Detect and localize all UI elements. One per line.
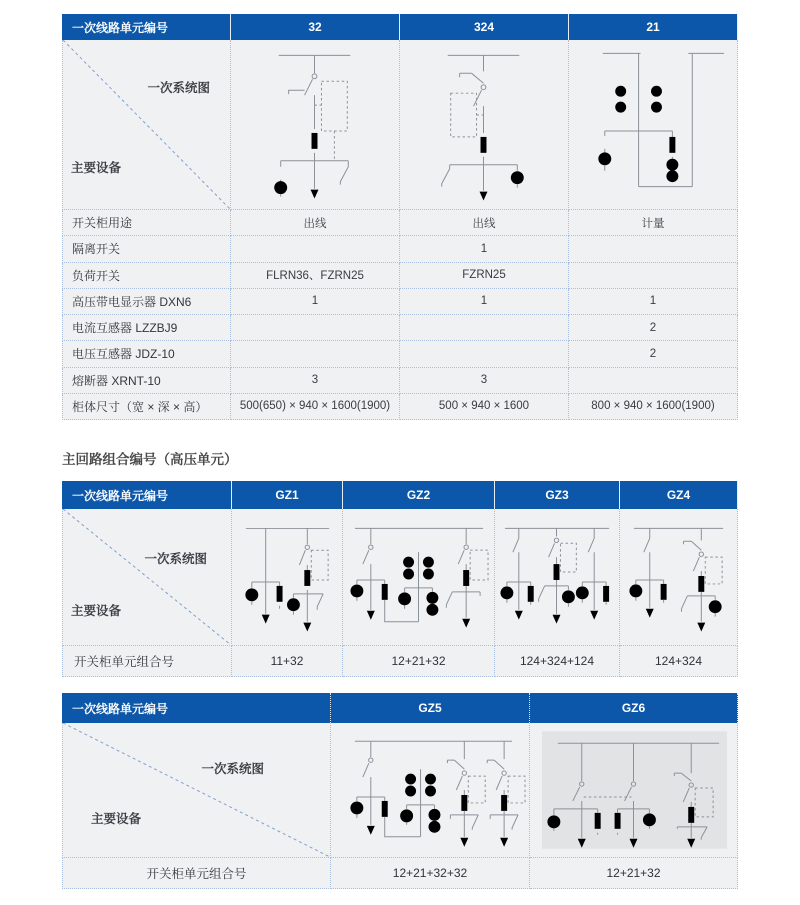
- value-cell: 800 × 940 × 1600(1900): [569, 394, 738, 420]
- combo-value: 124+324+124: [495, 646, 620, 677]
- row-label: 电流互感器 LZZBJ9: [62, 315, 231, 341]
- table2-diagram-cell-gz2: [343, 509, 495, 646]
- table2-header-col-gz3: GZ3: [495, 481, 620, 509]
- value-cell: 2: [569, 315, 738, 341]
- table3-header-label: 一次线路单元编号: [62, 693, 331, 723]
- value-cell: [569, 368, 738, 394]
- system-diagram-label: 一次系统图: [201, 762, 264, 776]
- value-cell: 出线: [400, 210, 569, 236]
- value-cell: [569, 263, 738, 289]
- table1-header-col-21: 21: [569, 14, 738, 40]
- table1-header-col-324: 324: [400, 14, 569, 40]
- circuit-diagram-32: [231, 41, 399, 209]
- value-cell: 500 × 940 × 1600: [400, 394, 569, 420]
- combo-row-label: 开关柜单元组合号: [62, 646, 232, 677]
- table2-diagram-label-cell: [62, 509, 232, 646]
- value-cell: 2: [569, 341, 738, 367]
- value-cell: FZRN25: [400, 263, 569, 289]
- value-cell: [231, 236, 400, 262]
- diagonal-divider: [63, 40, 230, 209]
- main-equipment-label: 主要设备: [71, 161, 122, 175]
- system-diagram-label: 一次系统图: [147, 81, 210, 95]
- row-label: 开关柜用途: [62, 210, 231, 236]
- unit-spec-table: [62, 14, 738, 420]
- gz-combo-table-2: [62, 693, 738, 889]
- gz-combo-table-1: [62, 481, 738, 677]
- circuit-diagram-gz3: [495, 510, 619, 644]
- value-cell: 1: [400, 289, 569, 315]
- combo-value: 11+32: [232, 646, 343, 677]
- table1-diagram-cell-32: [231, 40, 400, 210]
- row-label: 隔离开关: [62, 236, 231, 262]
- table2-diagram-cell-gz1: [232, 509, 343, 646]
- value-cell: [231, 341, 400, 367]
- combo-value: 12+21+32+32: [331, 858, 530, 889]
- row-label: 柜体尺寸（宽 × 深 × 高）: [62, 394, 231, 420]
- value-cell: 1: [569, 289, 738, 315]
- combo-value: 124+324: [620, 646, 738, 677]
- circuit-diagram-gz4: [620, 510, 737, 644]
- table1-diagram-cell-21: [569, 40, 738, 210]
- circuit-diagram-gz1: [232, 510, 342, 644]
- value-cell: 1: [400, 236, 569, 262]
- value-cell: [400, 315, 569, 341]
- value-cell: 计量: [569, 210, 738, 236]
- row-label: 电压互感器 JDZ-10: [62, 341, 231, 367]
- circuit-diagram-gz5: [331, 725, 529, 856]
- value-cell: 1: [231, 289, 400, 315]
- table2-header-col-gz4: GZ4: [620, 481, 738, 509]
- value-cell: 500(650) × 940 × 1600(1900): [231, 394, 400, 420]
- value-cell: [400, 341, 569, 367]
- main-equipment-label: 主要设备: [71, 604, 122, 618]
- value-cell: [569, 236, 738, 262]
- value-cell: 出线: [231, 210, 400, 236]
- combo-value: 12+21+32: [530, 858, 738, 889]
- value-cell: 3: [231, 368, 400, 394]
- table2-diagram-cell-gz3: [495, 509, 620, 646]
- row-label: 负荷开关: [62, 263, 231, 289]
- circuit-diagram-gz2: [343, 510, 494, 644]
- table1-diagram-cell-324: [400, 40, 569, 210]
- circuit-diagram-324: [400, 41, 568, 209]
- table2-header-col-gz1: GZ1: [232, 481, 343, 509]
- table3-diagram-cell-gz6: [530, 723, 738, 858]
- table1-header-col-32: 32: [231, 14, 400, 40]
- combo-row-label: 开关柜单元组合号: [62, 858, 331, 889]
- main-equipment-label: 主要设备: [91, 812, 142, 826]
- table3-header-col-gz6: GZ6: [530, 693, 738, 723]
- value-cell: [231, 315, 400, 341]
- table2-diagram-cell-gz4: [620, 509, 738, 646]
- diagonal-divider: [63, 723, 330, 857]
- row-label: 熔断器 XRNT-10: [62, 368, 231, 394]
- table3-diagram-cell-gz5: [331, 723, 530, 858]
- table2-header-col-gz2: GZ2: [343, 481, 495, 509]
- circuit-diagram-21: [569, 41, 737, 209]
- value-cell: 3: [400, 368, 569, 394]
- combo-value: 12+21+32: [343, 646, 495, 677]
- row-label: 高压带电显示器 DXN6: [62, 289, 231, 315]
- circuit-diagram-gz6: [530, 725, 737, 856]
- section-title: 主回路组合编号（高压单元）: [62, 452, 238, 467]
- table1-diagram-label-cell: [62, 40, 231, 210]
- table3-header-col-gz5: GZ5: [331, 693, 530, 723]
- table1-header-label: 一次线路单元编号: [62, 14, 231, 40]
- value-cell: FLRN36、FZRN25: [231, 263, 400, 289]
- diagonal-divider: [63, 509, 231, 645]
- table2-header-label: 一次线路单元编号: [62, 481, 232, 509]
- system-diagram-label: 一次系统图: [144, 552, 207, 566]
- table3-diagram-label-cell: [62, 723, 331, 858]
